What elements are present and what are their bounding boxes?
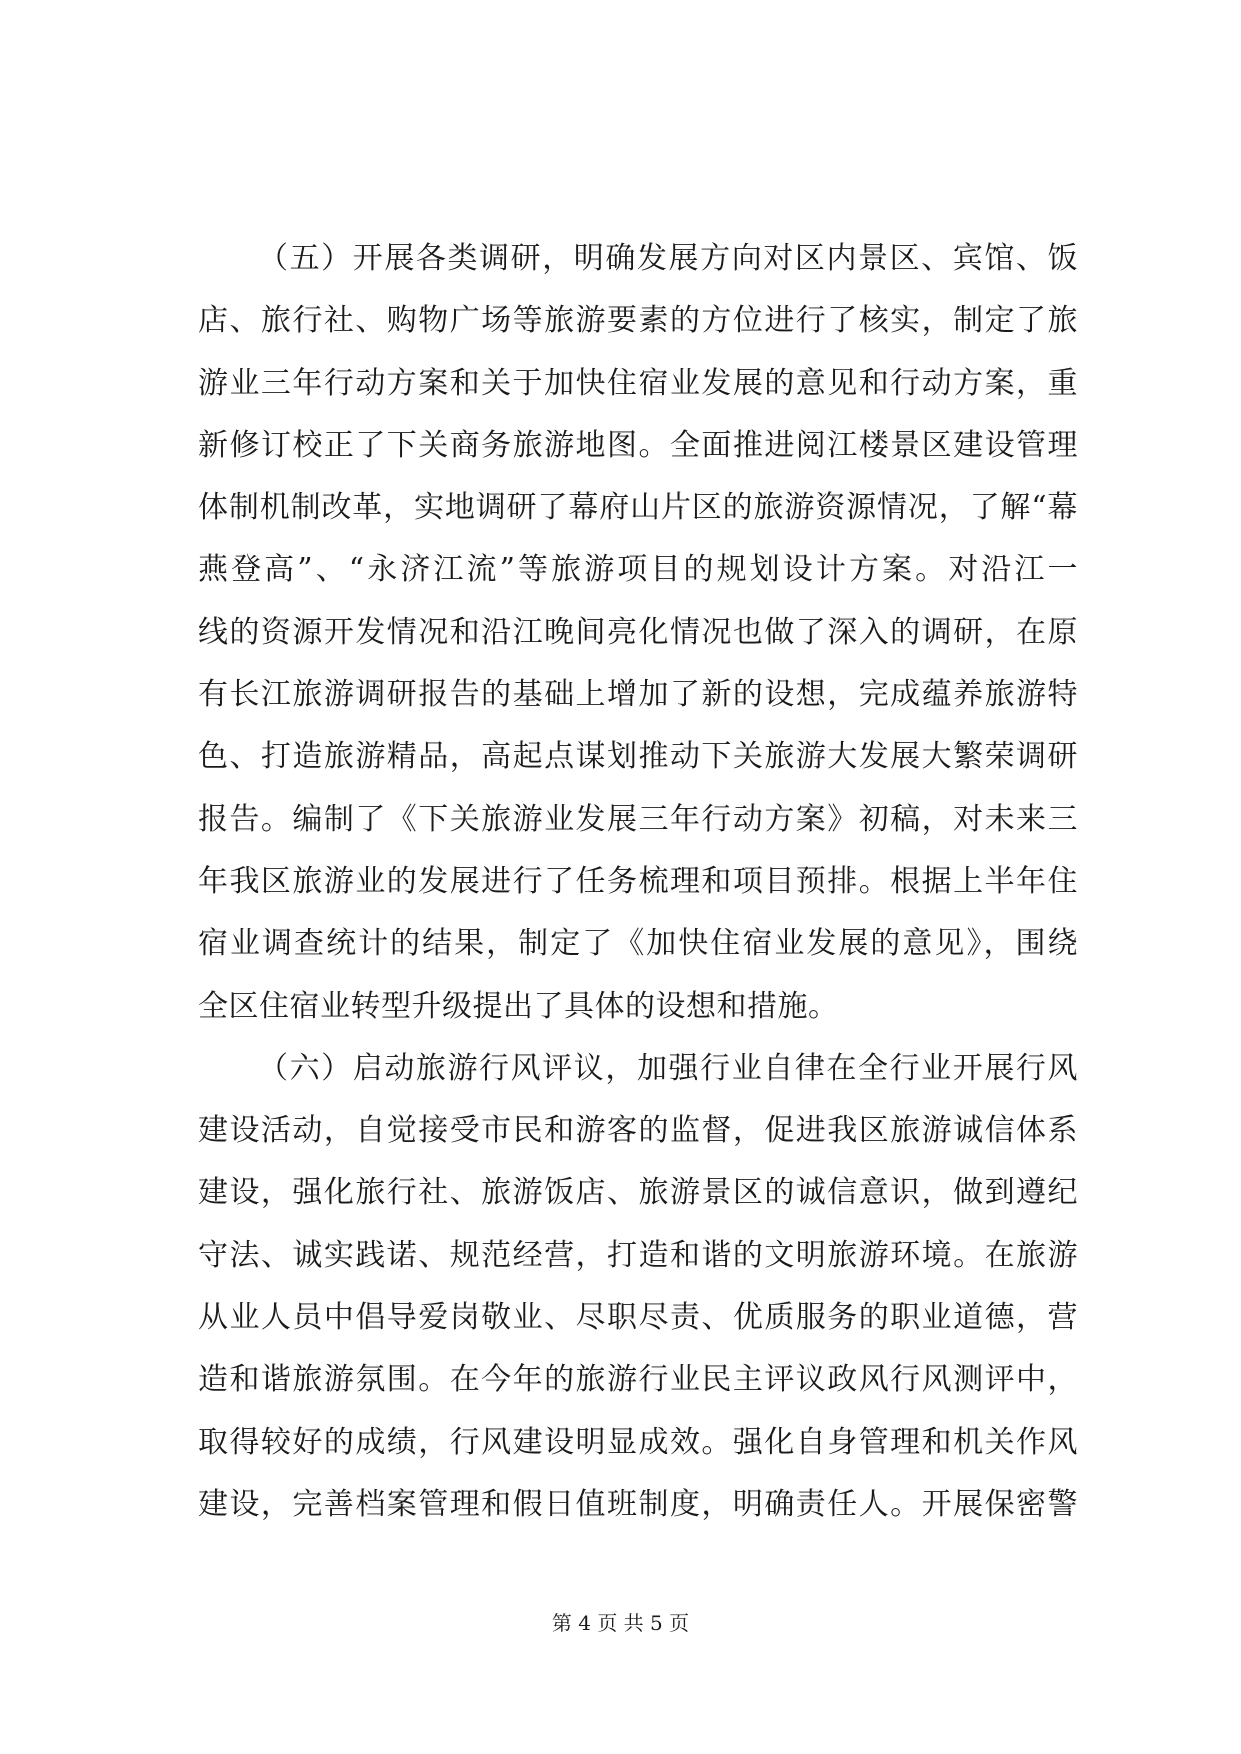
paragraph-1-line: 色、打造旅游精品，高起点谋划推动下关旅游大发展大繁荣调研 [198, 739, 1078, 775]
paragraph-1-line: 宿业调查统计的结果，制定了《加快住宿业发展的意见》，围绕 [198, 926, 1078, 962]
paragraph-1-line: 有长江旅游调研报告的基础上增加了新的设想，完成蕴养旅游特 [198, 677, 1078, 713]
paragraph-1-line: 燕登高”、“永济江流”等旅游项目的规划设计方案。对沿江一 [198, 552, 1078, 588]
paragraph-1-line: 游业三年行动方案和关于加快住宿业发展的意见和行动方案，重 [198, 365, 1078, 401]
paragraph-1-line: 报告。编制了《下关旅游业发展三年行动方案》初稿，对未来三 [198, 801, 1078, 837]
paragraph-2-line: 从业人员中倡导爱岗敬业、尽职尽责、优质服务的职业道德，营 [198, 1300, 1078, 1336]
paragraph-2-line: 造和谐旅游氛围。在今年的旅游行业民主评议政风行风测评中， [198, 1362, 1078, 1398]
paragraph-2-line: 建设活动，自觉接受市民和游客的监督，促进我区旅游诚信体系 [198, 1113, 1078, 1149]
paragraph-1-line: 体制机制改革，实地调研了幕府山片区的旅游资源情况，了解“幕 [198, 490, 1078, 526]
paragraph-2-line: 建设，强化旅行社、旅游饭店、旅游景区的诚信意识，做到遵纪 [198, 1175, 1078, 1211]
paragraph-1-line: 店、旅行社、购物广场等旅游要素的方位进行了核实，制定了旅 [198, 303, 1078, 339]
paragraph-2-line: 建设，完善档案管理和假日值班制度，明确责任人。开展保密警 [198, 1486, 1078, 1522]
paragraph-1-line: 线的资源开发情况和沿江晚间亮化情况也做了深入的调研，在原 [198, 614, 1078, 650]
paragraph-2-line: 取得较好的成绩，行风建设明显成效。强化自身管理和机关作风 [198, 1424, 1078, 1460]
document-body [198, 228, 1078, 1536]
paragraph-1-line: 年我区旅游业的发展进行了任务梳理和项目预排。根据上半年住 [198, 863, 1078, 899]
paragraph-1-line: 全区住宿业转型升级提出了具体的设想和措施。 [198, 988, 839, 1024]
paragraph-2-line: 守法、诚实践诺、规范经营，打造和谐的文明旅游环境。在旅游 [198, 1237, 1078, 1273]
paragraph-1-line: （五）开展各类调研，明确发展方向对区内景区、宾馆、饭 [258, 241, 1078, 276]
paragraph-1-line: 新修订校正了下关商务旅游地图。全面推进阅江楼景区建设管理 [198, 427, 1078, 463]
page-number-footer: 第 4 页 共 5 页 [551, 1611, 690, 1635]
paragraph-2-line: （六）启动旅游行风评议，加强行业自律在全行业开展行风 [258, 1050, 1078, 1086]
